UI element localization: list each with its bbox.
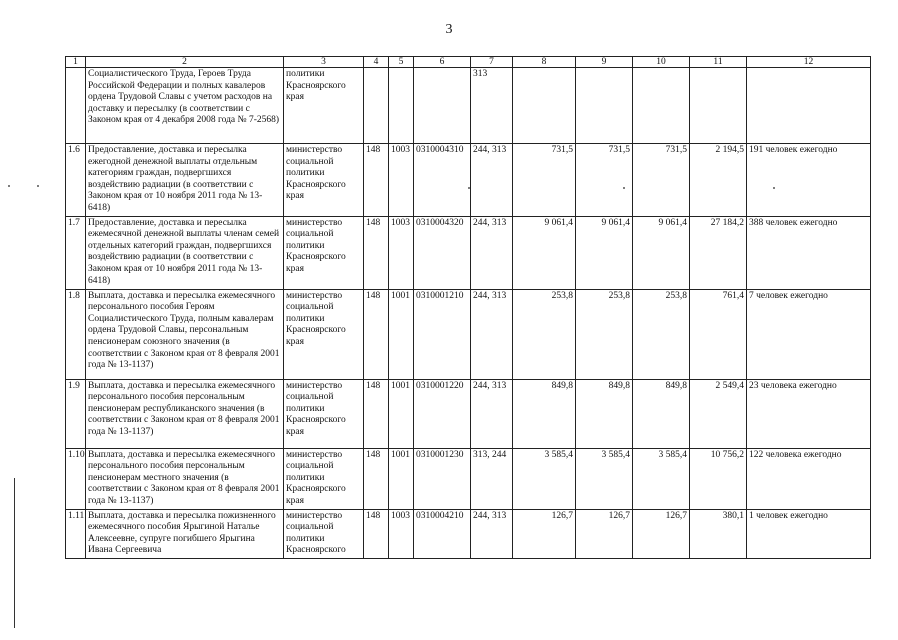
cell-org: политики Красноярского края: [284, 68, 364, 144]
cell-c5: 1001: [389, 448, 414, 509]
cell-org: министерство социальной политики Красноярского края: [284, 448, 364, 509]
cell-c10: 9 061,4: [633, 216, 690, 289]
cell-c9: 731,5: [576, 144, 633, 217]
header-cell: 11: [690, 57, 747, 68]
cell-num: 1.11: [66, 509, 86, 558]
cell-c8: 253,8: [513, 289, 576, 379]
cell-org: министерство социальной политики Красноярского края: [284, 216, 364, 289]
cell-c8: 3 585,4: [513, 448, 576, 509]
cell-c4: 148: [364, 216, 389, 289]
cell-c9: 253,8: [576, 289, 633, 379]
cell-c9: 9 061,4: [576, 216, 633, 289]
cell-org: министерство социальной политики Красноярского края: [284, 289, 364, 379]
page-number: 3: [445, 22, 453, 37]
cell-c11: 2 549,4: [690, 379, 747, 448]
cell-c5: 1003: [389, 144, 414, 217]
cell-c4: 148: [364, 448, 389, 509]
cell-c6: 0310001220: [414, 379, 471, 448]
scan-dot: [37, 185, 39, 187]
table-row: [66, 289, 871, 379]
header-cell: 7: [471, 57, 513, 68]
cell-c4: 148: [364, 289, 389, 379]
cell-c12: 7 человек ежегодно: [747, 289, 871, 379]
cell-c5: 1001: [389, 289, 414, 379]
cell-c6: [414, 68, 471, 144]
cell-c12: 23 человека ежегодно: [747, 379, 871, 448]
cell-org: министерство социальной политики Красноярского: [284, 509, 364, 558]
cell-desc: Выплата, доставка и пересылка пожизненного ежемесячного пособия Ярыгиной Наталье Алексеевне, супруге погибшего Ярыгина Ивана Сергеевича: [86, 509, 284, 558]
cell-num: 1.6: [66, 144, 86, 217]
cell-desc: Выплата, доставка и пересылка ежемесячного персонального пособия персональным пенсионерам республиканского значения (в соответствии с Законом края от 8 февраля 2001 года № 13-1137): [86, 379, 284, 448]
cell-org: министерство социальной политики Красноярского края: [284, 379, 364, 448]
cell-c9: [576, 68, 633, 144]
cell-c9: 849,8: [576, 379, 633, 448]
header-cell: 12: [747, 57, 871, 68]
cell-c7: 244, 313: [471, 379, 513, 448]
table-row: [66, 216, 871, 289]
cell-c11: 380,1: [690, 509, 747, 558]
scan-dot: [773, 187, 775, 189]
cell-desc: Предоставление, доставка и пересылка ежегодной денежной выплаты отдельным категориям граждан, подвергшихся воздействию радиации (в соответствии с Законом края от 10 ноября 2011 года № 13-6418): [86, 144, 284, 217]
table-row: [66, 509, 871, 558]
cell-c12: 191 человек ежегодно: [747, 144, 871, 217]
cell-num: 1.8: [66, 289, 86, 379]
cell-c6: 0310001230: [414, 448, 471, 509]
cell-c6: 0310001210: [414, 289, 471, 379]
cell-c7: 244, 313: [471, 289, 513, 379]
cell-c11: 10 756,2: [690, 448, 747, 509]
cell-num: 1.10: [66, 448, 86, 509]
cell-c5: 1003: [389, 216, 414, 289]
cell-c5: [389, 68, 414, 144]
header-cell: 6: [414, 57, 471, 68]
header-cell: 3: [284, 57, 364, 68]
cell-c8: 9 061,4: [513, 216, 576, 289]
cell-c10: 253,8: [633, 289, 690, 379]
cell-c10: 731,5: [633, 144, 690, 217]
cell-c10: 849,8: [633, 379, 690, 448]
cell-c7: 244, 313: [471, 144, 513, 217]
scan-dot: [468, 187, 470, 189]
cell-num: 1.9: [66, 379, 86, 448]
cell-c11: [690, 68, 747, 144]
table-row: [66, 379, 871, 448]
cell-c10: [633, 68, 690, 144]
cell-c8: 126,7: [513, 509, 576, 558]
cell-c12: 1 человек ежегодно: [747, 509, 871, 558]
cell-org: министерство социальной политики Красноярского края: [284, 144, 364, 217]
cell-c7: 244, 313: [471, 216, 513, 289]
header-cell: 9: [576, 57, 633, 68]
cell-desc: Выплата, доставка и пересылка ежемесячного персонального пособия Героям Социалистического Труда, полным кавалерам ордена Трудовой Славы, персональным пенсионерам союзного значения (в соответствии с Законом края от 8 февраля 2001 года № 13-1137): [86, 289, 284, 379]
cell-c12: 388 человек ежегодно: [747, 216, 871, 289]
cell-c11: 27 184,2: [690, 216, 747, 289]
cell-c10: 3 585,4: [633, 448, 690, 509]
cell-c12: 122 человека ежегодно: [747, 448, 871, 509]
cell-c11: 761,4: [690, 289, 747, 379]
table-row: [66, 448, 871, 509]
cell-c6: 0310004210: [414, 509, 471, 558]
budget-table: [65, 56, 871, 559]
scan-dot: [8, 185, 10, 187]
cell-c5: 1001: [389, 379, 414, 448]
table-row: [66, 68, 871, 144]
header-cell: 8: [513, 57, 576, 68]
table-row: [66, 144, 871, 217]
cell-c6: 0310004320: [414, 216, 471, 289]
cell-c9: 126,7: [576, 509, 633, 558]
cell-c4: 148: [364, 379, 389, 448]
cell-desc: Выплата, доставка и пересылка ежемесячного персонального пособия персональным пенсионерам местного значения (в соответствии с Законом края от 8 февраля 2001 года № 13-1137): [86, 448, 284, 509]
cell-c5: 1003: [389, 509, 414, 558]
cell-c10: 126,7: [633, 509, 690, 558]
cell-c8: [513, 68, 576, 144]
cell-c7: 313, 244: [471, 448, 513, 509]
header-cell: 5: [389, 57, 414, 68]
header-row: [66, 57, 871, 68]
cell-c11: 2 194,5: [690, 144, 747, 217]
cell-c9: 3 585,4: [576, 448, 633, 509]
cell-c4: 148: [364, 509, 389, 558]
cell-c8: 849,8: [513, 379, 576, 448]
cell-desc: Социалистического Труда, Героев Труда Российской Федерации и полных кавалеров ордена Трудовой Славы с учетом расходов на доставку и пересылку (в соответствии с Законом края от 4 декабря 2008 года № 7-2568): [86, 68, 284, 144]
header-cell: 2: [86, 57, 284, 68]
cell-c7: 244, 313: [471, 509, 513, 558]
cell-c4: 148: [364, 144, 389, 217]
cell-c12: [747, 68, 871, 144]
cell-desc: Предоставление, доставка и пересылка ежемесячной денежной выплаты членам семей отдельных категорий граждан, подвергшихся воздействию радиации (в соответствии с Законом края от 10 ноября 2011 года № 13-6418): [86, 216, 284, 289]
header-cell: 4: [364, 57, 389, 68]
header-cell: 10: [633, 57, 690, 68]
cell-num: [66, 68, 86, 144]
cell-c4: [364, 68, 389, 144]
cell-c7: 313: [471, 68, 513, 144]
cell-c8: 731,5: [513, 144, 576, 217]
margin-line: [14, 478, 15, 628]
scan-dot: [623, 187, 625, 189]
header-cell: 1: [66, 57, 86, 68]
cell-num: 1.7: [66, 216, 86, 289]
cell-c6: 0310004310: [414, 144, 471, 217]
